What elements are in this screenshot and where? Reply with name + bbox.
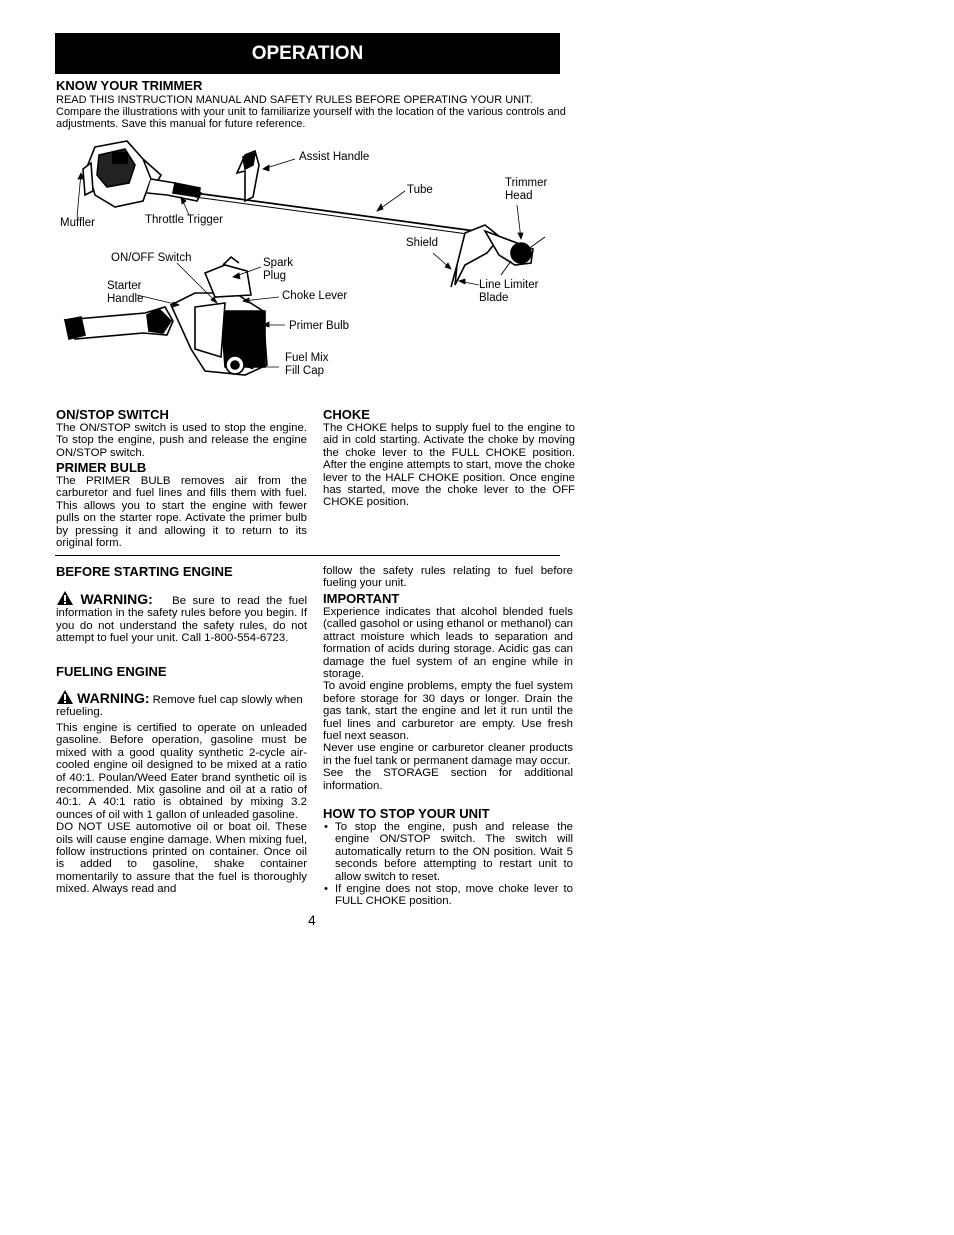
stop-bullets — [323, 821, 573, 908]
label-tube: Tube — [407, 184, 433, 196]
important-para2: To avoid engine problems, empty the fuel system before storage for 30 days or longer. Drain the gas tank, start the engine and let it run until the fuel lines and carburetor are empty. Use fresh fuel next season. — [323, 680, 573, 743]
label-primer-bulb: Primer Bulb — [289, 320, 350, 332]
label-trimmer-head: Trimmer Head — [505, 177, 548, 202]
fueling-warning — [56, 689, 307, 719]
choke-text: The CHOKE helps to supply fuel to the engine to aid in cold starting. Activate the choke by moving the choke lever to the FULL CHOKE position. After the engine attempts to start, move the choke lever to the HALF CHOKE position. Once engine has started, move the choke lever to the OFF CHOKE position. — [323, 422, 575, 509]
label-choke-lever: Choke Lever — [282, 290, 348, 302]
warning-text: Remove fuel cap slowly when refueling. — [56, 694, 303, 719]
fueling-continued: follow the safety rules relating to fuel before fueling your unit. — [323, 565, 573, 590]
page-number: 4 — [308, 912, 316, 928]
primer-heading: PRIMER BULB — [56, 460, 147, 475]
know-heading: KNOW YOUR TRIMMER — [56, 78, 203, 93]
warning-label: WARNING: — [77, 690, 150, 706]
onstop-heading: ON/STOP SWITCH — [56, 407, 169, 422]
label-starter-handle: Starter Handle — [107, 280, 144, 305]
fueling-body — [56, 722, 307, 896]
stop-bullet-2: • If engine does not stop, move choke lever to FULL CHOKE position. — [335, 883, 573, 908]
know-intro-line2: Compare the illustrations with your unit to familiarize yourself with the location of the various controls and adjustments. Save this manual for future reference. — [56, 106, 566, 131]
know-intro — [56, 94, 596, 131]
before-heading: BEFORE STARTING ENGINE — [56, 564, 233, 579]
stop-bullet-1: • To stop the engine, push and release the engine ON/STOP switch. The switch will automatically return to the ON position. Wait 5 seconds before attempting to restart unit to allow switch to reset. — [335, 821, 573, 883]
label-spark-plug: Spark Plug — [263, 257, 294, 282]
important-heading: IMPORTANT — [323, 591, 400, 606]
label-on-off-switch: ON/OFF Switch — [111, 252, 192, 264]
before-warning — [56, 590, 307, 645]
fueling-para1: This engine is certified to operate on unleaded gasoline. Before operation, gasoline must be mixed with a good quality synthetic 2-cycle air-cooled engine oil designed to be mixed at a ratio of 40:1. Poulan/Weed Eater brand synthetic oil is recommended. Mix gasoline and oil at a ratio of 40:1. A 40:1 ratio is obtained by mixing 3.2 ounces of oil with 1 gallon of unleaded gasoline. — [56, 722, 307, 821]
stop-heading: HOW TO STOP YOUR UNIT — [323, 806, 490, 821]
important-para3: Never use engine or carburetor cleaner products in the fuel tank or permanent damage may occur. — [323, 742, 573, 767]
stop-body — [323, 821, 573, 908]
warning-label: WARNING: — [80, 591, 153, 607]
onstop-text: The ON/STOP switch is used to stop the engine. To stop the engine, push and release the engine ON/STOP switch. — [56, 422, 307, 459]
warning-text: Be sure to read the fuel information in the safety rules before you begin. If you do not understand the safety rules, do not attempt to fuel your unit. Call 1-800-554-6723. — [56, 595, 307, 645]
choke-heading: CHOKE — [323, 407, 370, 422]
label-fuel-mix-fill-cap: Fuel Mix Fill Cap — [285, 352, 329, 377]
primer-text: The PRIMER BULB removes air from the carburetor and fuel lines and fills them with fuel. This allows you to start the engine with fewer pulls on the starter rope. Activate the primer bulb by pressing it and allowing it to return to its original form. — [56, 475, 307, 550]
warning-icon — [56, 590, 74, 606]
label-muffler: Muffler — [60, 217, 95, 229]
important-para1: Experience indicates that alcohol blended fuels (called gasohol or using ethanol or methanol) can attract moisture which leads to separation and formation of acids during storage. Acidic gas can damage the fuel system of an engine while in storage. — [323, 606, 573, 681]
section-divider — [55, 555, 560, 556]
fueling-para2: DO NOT USE automotive oil or boat oil. These oils will cause engine damage. When mixing fuel, follow instructions printed on container. Once oil is added to gasoline, shake container momentarily to assure that the fuel is thoroughly mixed. Always read and — [56, 821, 307, 896]
fueling-heading: FUELING ENGINE — [56, 664, 167, 679]
label-shield: Shield — [406, 237, 438, 249]
label-assist-handle: Assist Handle — [299, 151, 370, 163]
label-throttle-trigger: Throttle Trigger — [145, 214, 223, 226]
important-para4: See the STORAGE section for additional information. — [323, 767, 573, 792]
know-intro-line1: READ THIS INSTRUCTION MANUAL AND SAFETY RULES BEFORE OPERATING YOUR UNIT. — [56, 94, 533, 106]
important-body — [323, 606, 573, 792]
label-line-limiter-blade: Line Limiter Blade — [479, 279, 539, 304]
warning-icon — [56, 689, 74, 705]
section-banner: OPERATION — [55, 33, 560, 74]
